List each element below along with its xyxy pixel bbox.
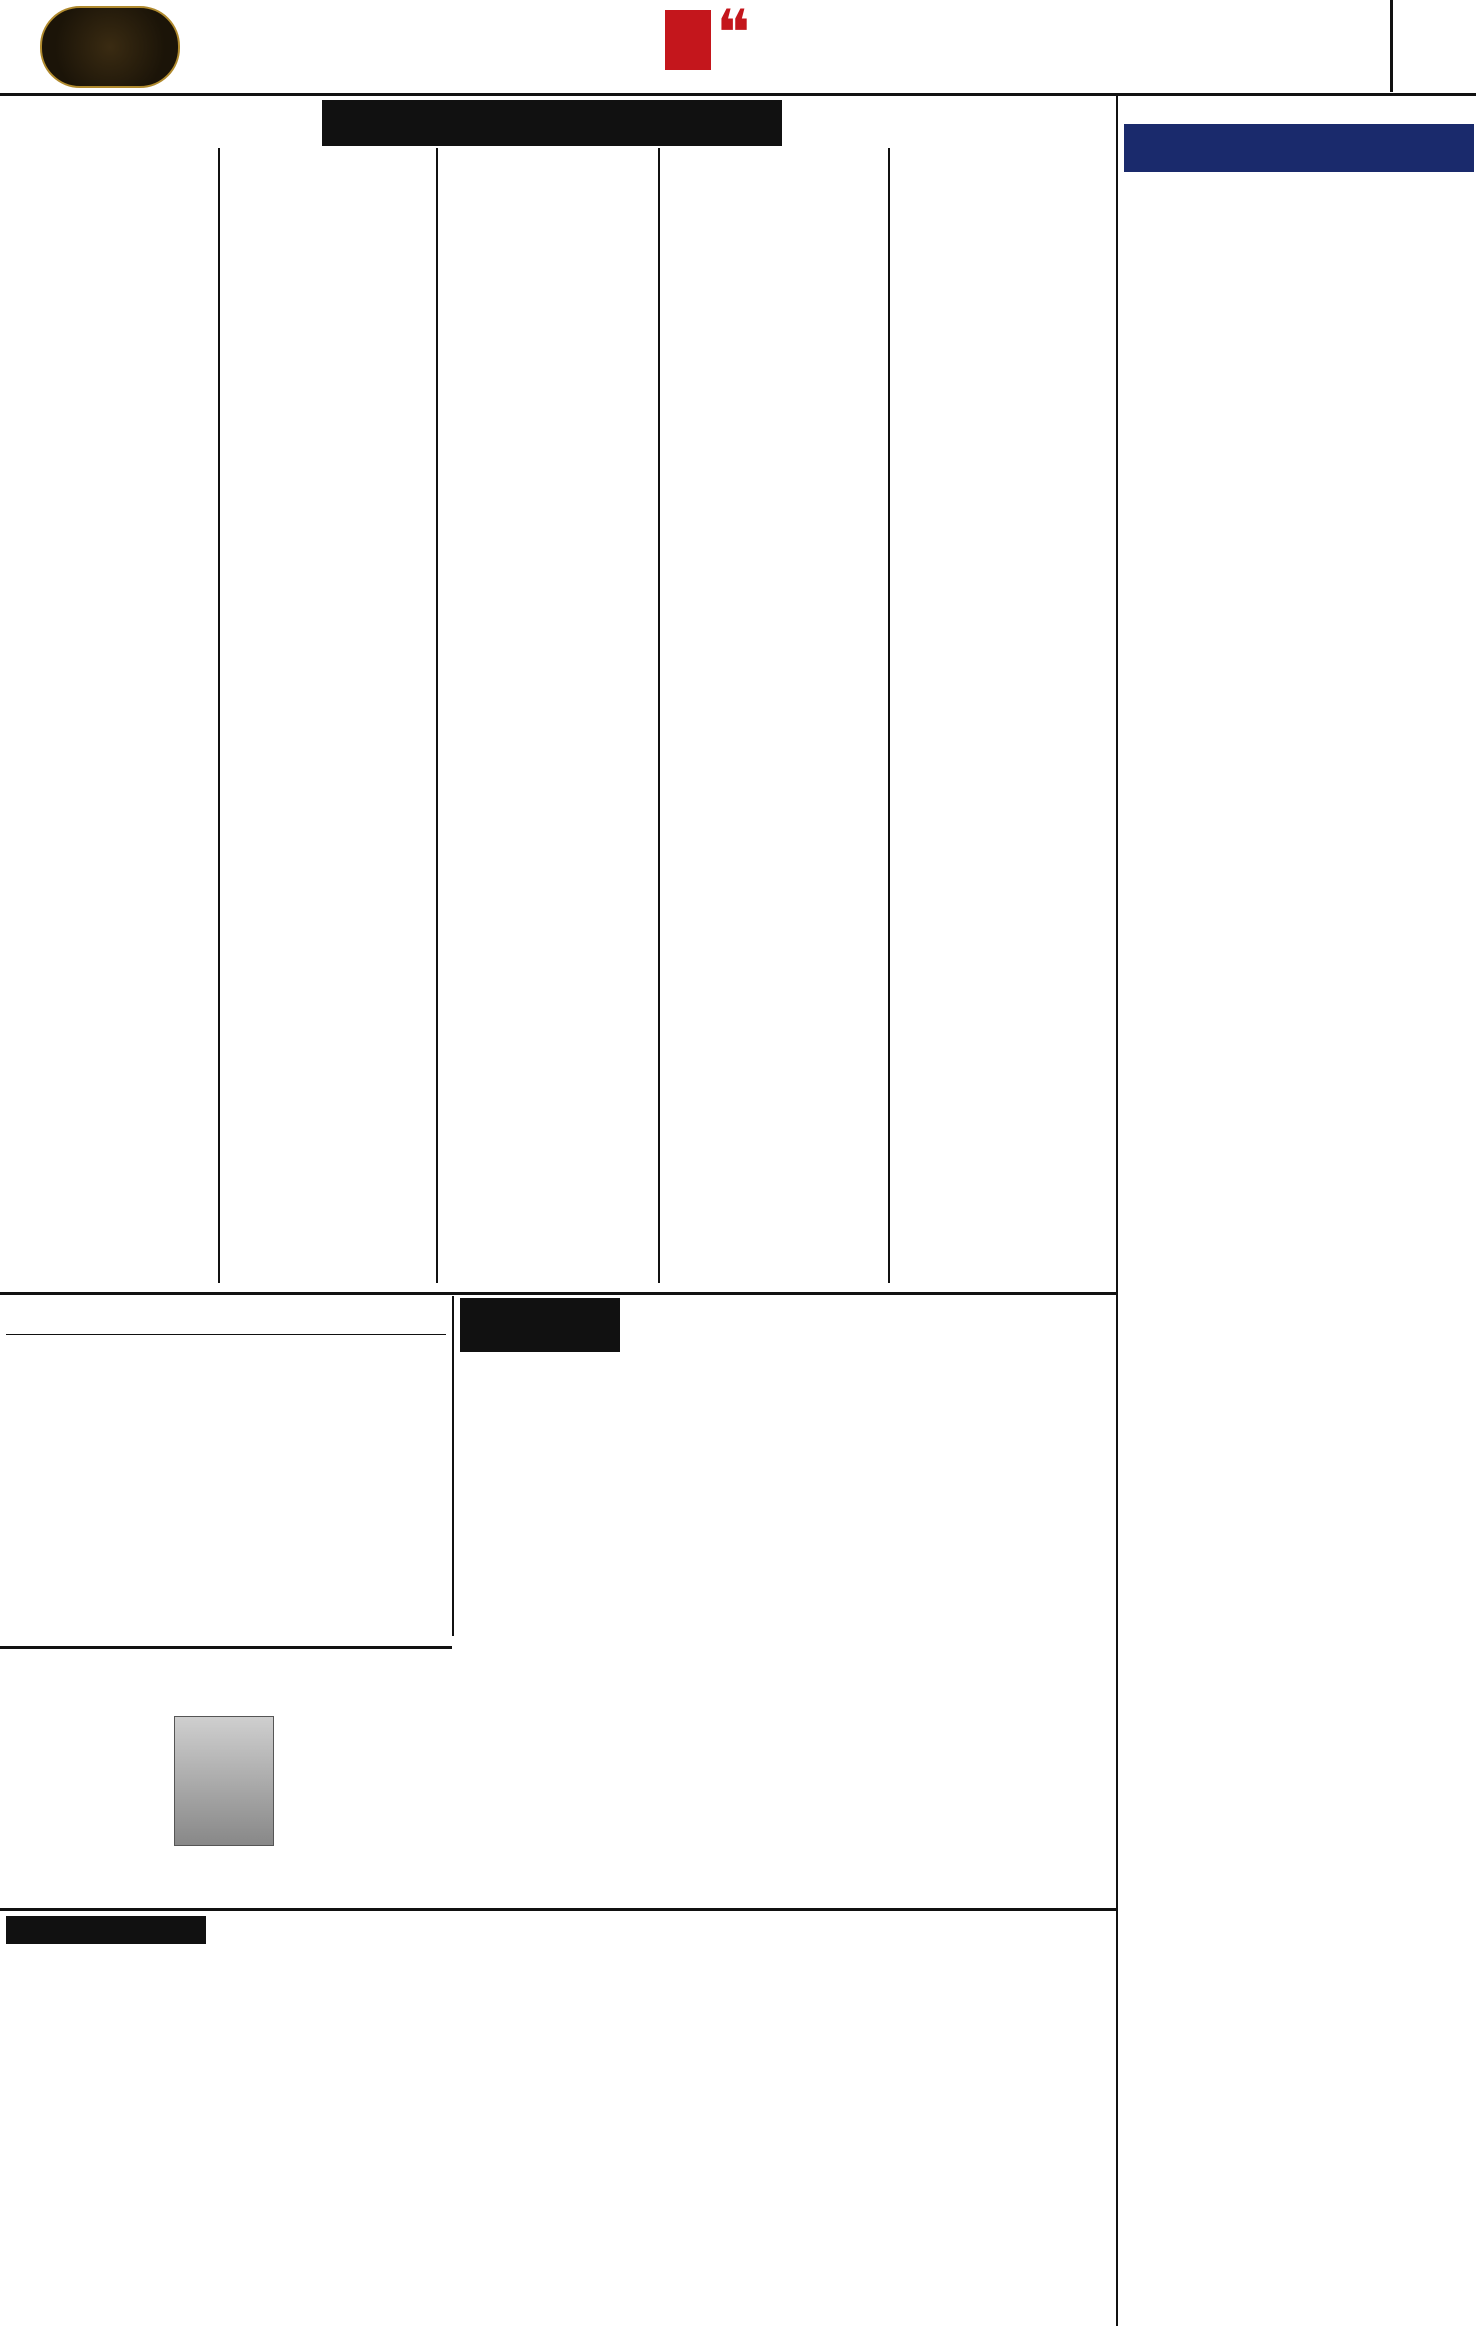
quote-of-day-box bbox=[665, 10, 711, 70]
events-column-4 bbox=[664, 148, 882, 1288]
story2-tag bbox=[460, 1298, 620, 1352]
section-title bbox=[322, 100, 782, 146]
rule bbox=[0, 1646, 452, 1649]
story-a-body bbox=[6, 1984, 446, 2334]
events-column-3 bbox=[442, 148, 652, 1288]
story3-body bbox=[6, 1738, 166, 1906]
page-number bbox=[1390, 0, 1476, 92]
story4-body-2 bbox=[900, 1716, 1110, 1906]
rule bbox=[0, 1292, 1116, 1295]
rule bbox=[0, 1908, 1116, 1911]
front-page-tag bbox=[6, 1916, 206, 1944]
story2-body bbox=[460, 1382, 890, 1602]
story2-body-2 bbox=[900, 1360, 1110, 1602]
story1-body bbox=[6, 1362, 216, 1646]
column-divider bbox=[452, 1296, 454, 1636]
column-divider bbox=[888, 148, 890, 1283]
column-divider bbox=[436, 148, 438, 1283]
rashifal-title bbox=[1124, 124, 1474, 172]
column-divider bbox=[658, 148, 660, 1283]
story-c-body bbox=[890, 1916, 1110, 2096]
story3-body-2 bbox=[282, 1716, 448, 1906]
events-column-5 bbox=[894, 148, 1112, 1288]
story-b-body bbox=[458, 2062, 878, 2332]
rule bbox=[6, 1334, 446, 1335]
column-divider bbox=[218, 148, 220, 1283]
story-c-body-2 bbox=[890, 2134, 1110, 2330]
events-column-1 bbox=[6, 148, 212, 1288]
story4-body bbox=[460, 1738, 890, 1906]
quote-icon: ❝ bbox=[716, 0, 751, 71]
story1-body-2 bbox=[226, 1340, 446, 1646]
story3-photo bbox=[174, 1716, 274, 1846]
story-a-body-cont bbox=[458, 1916, 878, 2026]
rashifal-divider bbox=[1116, 96, 1118, 2326]
events-column-2 bbox=[224, 148, 430, 1288]
anniversary-badge bbox=[40, 6, 180, 88]
